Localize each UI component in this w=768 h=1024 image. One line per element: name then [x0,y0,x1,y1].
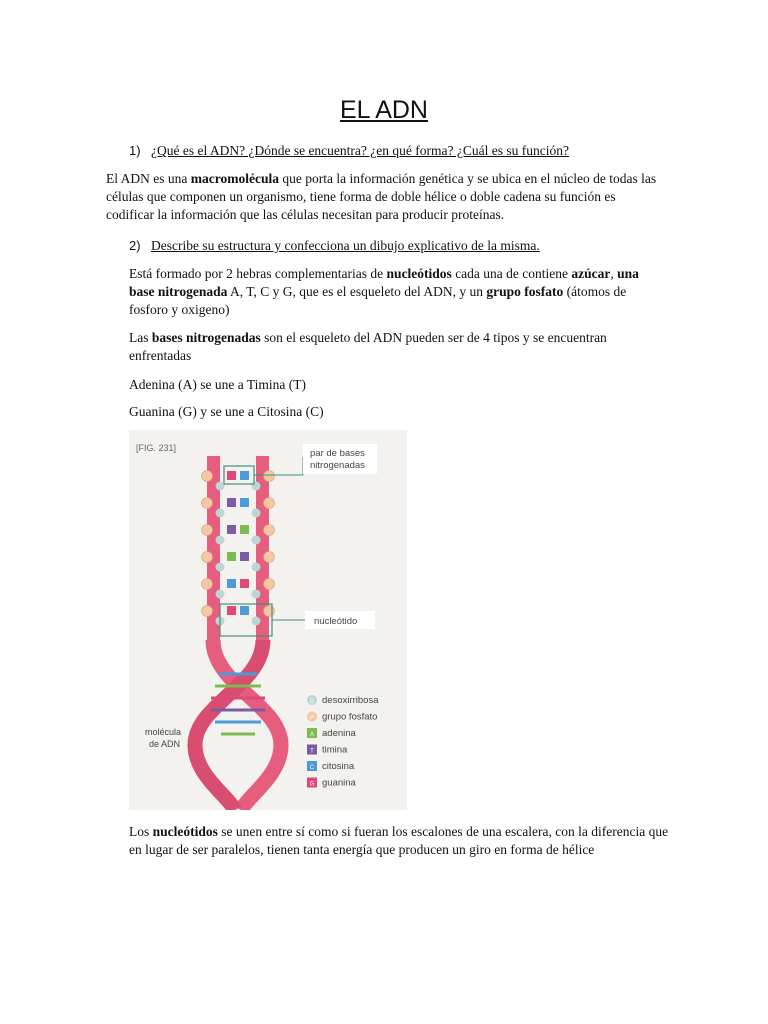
structure-bold-nucleotidos: nucleótidos [386,266,452,281]
deoxyribose-node [252,536,261,545]
deoxyribose-node [216,590,225,599]
deoxyribose-node [252,617,261,626]
phosphate-node [202,471,213,482]
base-right [240,606,249,615]
structure-text-i: (átomos de fosforo y oxigeno) [129,284,627,317]
legend-symbol: G [309,781,315,788]
legend-item [307,778,357,789]
phosphate-node [264,552,275,563]
page-title: EL ADN [339,96,428,124]
structure-text-e: , [610,266,618,281]
dna-figure [129,430,407,810]
figure-legend [307,695,379,789]
answer-1-paragraph [106,170,662,224]
legend-label: citosina [322,761,355,772]
nucleotides-paragraph [129,823,669,859]
question-1 [129,143,569,159]
legend-symbol: T [310,748,314,755]
label-pair-line-1: par de bases [310,448,365,459]
phosphate-node [202,525,213,536]
answer-1-text-a: El ADN es una [106,171,191,186]
bases-paragraph [129,329,649,365]
phosphate-node [202,606,213,617]
deoxyribose-node [216,482,225,491]
legend-item [307,712,377,723]
legend-item [307,728,357,739]
legend-item [307,761,355,772]
phosphate-node [264,498,275,509]
phosphate-node [202,552,213,563]
legend-item [307,745,348,756]
base-right [240,471,249,480]
base-left [227,579,236,588]
bases-text-a: Las [129,330,152,345]
legend-item [307,695,379,706]
structure-bold-azucar: azúcar [571,266,611,281]
label-pair-line-2: nitrogenadas [310,460,365,471]
answer-1-text-c: que porta la información genética y se ubica en el núcleo de todas las células que componen un organismo, tiene forma de doble hélice o doble cadena su función es codificar la información que las células necesitan para producir proteínas. [106,171,657,222]
figure-tag: [FIG. 231] [136,443,177,453]
question-2-text: Describe su estructura y confecciona un dibujo explicativo de la misma. [151,238,540,253]
phosphate-node [264,525,275,536]
structure-text-a: Está formado por 2 hebras complementarias de [129,266,387,281]
question-1-number: 1) [129,143,141,158]
legend-label: timina [322,744,348,756]
base-right [240,552,249,561]
deoxyribose-node [252,563,261,572]
base-right [240,498,249,507]
bases-text-c: son el esqueleto del ADN pueden ser de 4 tipos y se encuentran enfrentadas [129,330,607,363]
legend-label: desoxirribosa [322,695,379,706]
base-left [227,498,236,507]
base-right [240,525,249,534]
legend-label: adenina [322,728,356,739]
bases-bold: bases nitrogenadas [151,330,261,345]
legend-label: grupo fosfato [322,711,378,723]
structure-text-g: A, T, C y G, que es el esqueleto del ADN, y un [227,284,487,299]
question-1-text: ¿Qué es el ADN? ¿Dónde se encuentra? ¿en qué forma? ¿Cuál es su función? [151,143,569,158]
deoxyribose-node [252,590,261,599]
structure-text-c: cada una de contiene [451,266,572,281]
base-left [227,552,236,561]
pairing-guanina: Guanina (G) y se une a Citosina (C) [129,404,324,419]
legend-symbol: P [309,715,315,722]
legend-symbol: A [309,732,315,738]
answer-1-bold-macromolecula: macromolécula [190,171,279,186]
nucleotides-bold: nucleótidos [152,824,218,839]
phosphate-node [202,498,213,509]
pairing-adenina: Adenina (A) se une a Timina (T) [129,377,306,392]
structure-bold-base: una base nitrogenada [129,266,639,299]
deoxyribose-node [216,563,225,572]
question-2-number: 2) [129,238,141,253]
deoxyribose-node [252,482,261,491]
label-nucleotide: nucleótido [314,616,358,627]
legend-label: guanina [322,777,356,789]
label-molecule-line-1: molécula [145,727,182,737]
legend-symbol: D [309,699,315,705]
phosphate-node [202,579,213,590]
label-molecule-line-2: de ADN [149,739,181,749]
legend-symbol: C [309,765,315,771]
nucleotides-text-a: Los [129,824,153,839]
base-left [227,606,236,615]
phosphate-node [264,471,275,482]
phosphate-node [264,579,275,590]
deoxyribose-node [252,509,261,518]
phosphate-node [264,606,275,617]
base-left [227,471,236,480]
nucleotides-text-c: se unen entre sí como si fueran los escalones de una escalera, con la diferencia que en lugar de ser paralelos, tienen tanta energía que producen un giro en forma de hélice [129,824,669,857]
deoxyribose-node [216,509,225,518]
dna-diagram [129,430,407,810]
structure-paragraph [129,265,659,319]
base-right [240,579,249,588]
structure-bold-fosfato: grupo fosfato [486,284,564,299]
base-left [227,525,236,534]
question-2 [129,238,540,254]
deoxyribose-node [216,536,225,545]
